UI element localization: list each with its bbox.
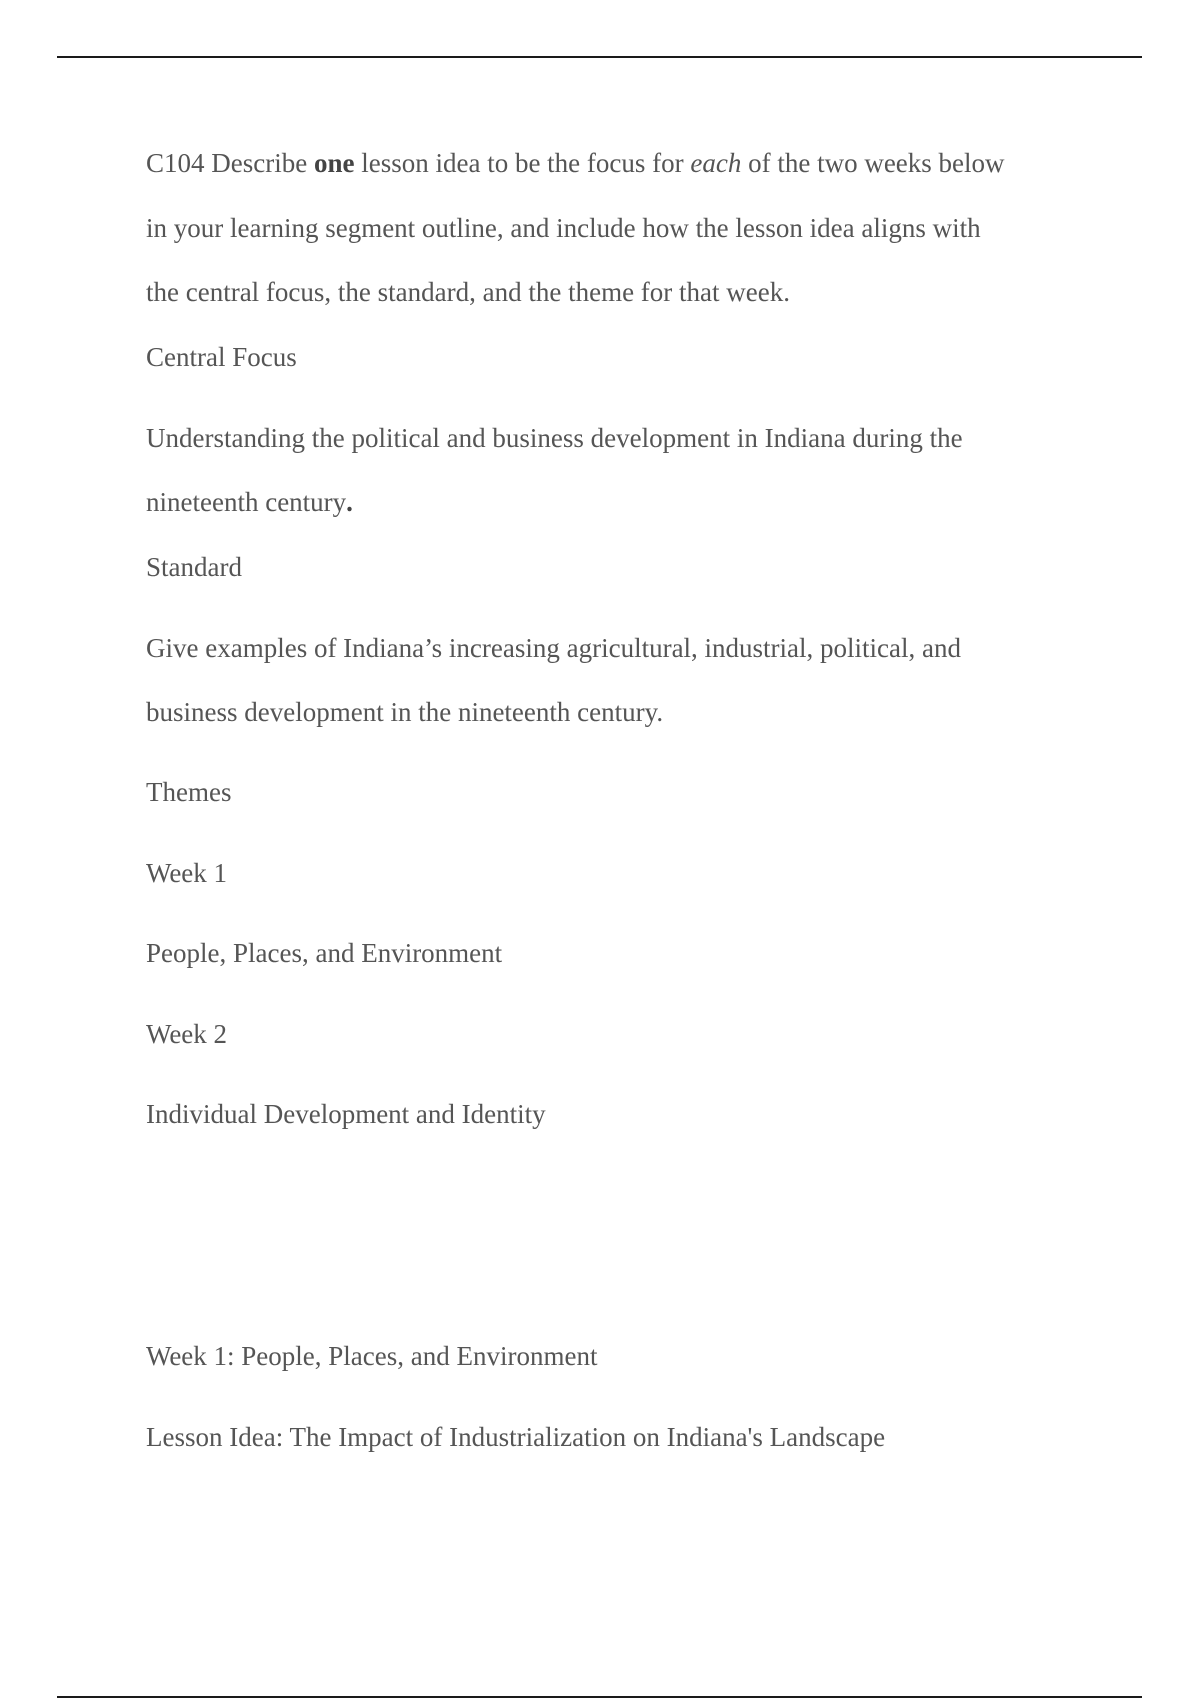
week2-label: Week 2 <box>146 1019 228 1049</box>
themes-heading: Themes <box>146 777 232 807</box>
intro-text-mid: lesson idea to be the focus for <box>354 148 691 178</box>
top-rule <box>57 56 1142 58</box>
central-focus-text: nineteenth century <box>146 487 347 517</box>
standard-line-2: business development in the nineteenth century. <box>146 697 664 727</box>
central-focus-line-2 <box>146 485 353 519</box>
intro-line-2: in your learning segment outline, and include how the lesson idea aligns with <box>146 213 981 243</box>
bottom-rule <box>57 1696 1142 1698</box>
central-focus-line-1: Understanding the political and business development in Indiana during the <box>146 423 963 453</box>
intro-italic-each: each <box>690 148 742 178</box>
week2-theme: Individual Development and Identity <box>146 1099 546 1129</box>
central-focus-heading: Central Focus <box>146 342 297 372</box>
intro-bold-one: one <box>313 148 355 178</box>
intro-text-pre: C104 Describe <box>146 148 314 178</box>
standard-line-1: Give examples of Indiana’s increasing agricultural, industrial, political, and <box>146 633 961 663</box>
standard-heading: Standard <box>146 552 242 582</box>
intro-text-post: of the two weeks below <box>741 148 1005 178</box>
week1-section-title: Week 1: People, Places, and Environment <box>146 1341 598 1371</box>
intro-line-3: the central focus, the standard, and the theme for that week. <box>146 277 790 307</box>
week1-lesson-idea: Lesson Idea: The Impact of Industrialization on Indiana's Landscape <box>146 1422 886 1452</box>
intro-line-1 <box>146 146 1005 180</box>
week1-theme: People, Places, and Environment <box>146 938 503 968</box>
central-focus-period: . <box>346 487 353 517</box>
week1-label: Week 1 <box>146 858 228 888</box>
